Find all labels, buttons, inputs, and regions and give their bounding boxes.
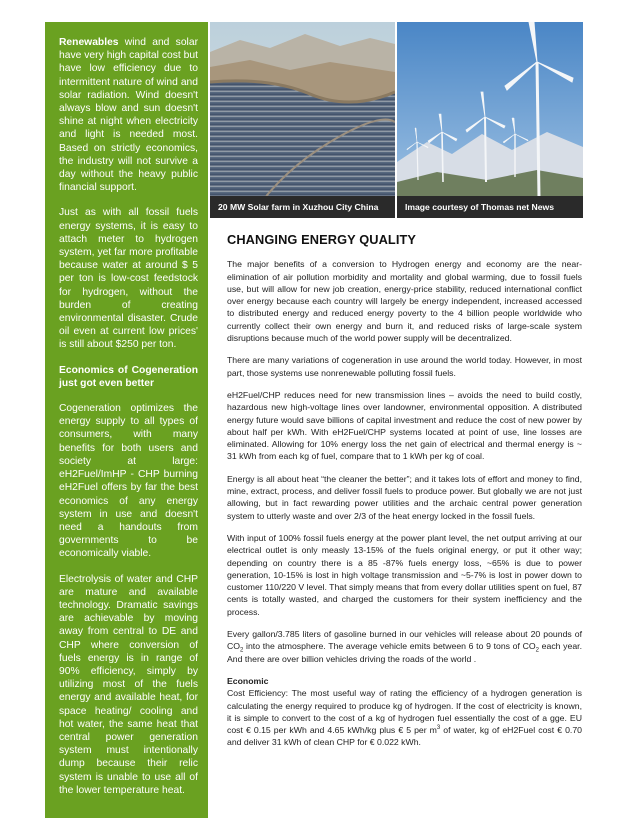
superscript-3: 3: [436, 725, 441, 732]
article-paragraph-losses: With input of 100% fossil fuels energy at the power plant level, the net output arriving at our electrical outlet is only measly 13-15% of the fuels original energy, or put it other way; depending on country there is a 85 -87% fuels energy loss, ~65% is due to power generation, 10-15% is lost in high voltage transmission and ~5-7% is lost in power down to customer 110/220 V level. That simply means that from every dollar utilities spent on fuel, 87 cents is totally wasted, and charged the customers for their system inefficiency and the process.: [227, 532, 582, 617]
article-paragraph-gasoline: [227, 628, 582, 665]
article-paragraph-transmission: eH2Fuel/CHP reduces need for new transmission lines – avoids the need to build costly, hazardous new high-voltage lines over landowner, environmental opposition. A distributed energy future would save billions of capital investment and reduce the cost of new power by about half per kWh. With eH2Fuel/CHP systems located at point of use, line losses are eliminated. Allowing for 10% energy loss the net gain of electrical and thermal energy is ~ 31 kWh from each kg of fuel, compare that to 1 kWh per kg of coal.: [227, 389, 582, 462]
photo-caption-solar: 20 MW Solar farm in Xuzhou City China: [210, 196, 395, 218]
economic-heading: Economic: [227, 675, 269, 686]
sidebar-heading-cogeneration: Economics of Cogeneration just got even better: [59, 364, 198, 389]
article-paragraph-benefits: The major benefits of a conversion to Hydrogen energy and economy are the near-elimination of air pollution morbidity and mortality and global warming, due to fossil fuels use, but will allow for new job creation, energy-price stability, reduced international conflict over energy because each country will largely be energy independent, increased accessed to distributed energy and reduced energy poverty to the 4 billion people worldwide who currently collect their own energy and burn it, and reduced risks of large-scale system disruptions because much of the world power supply will be decentralized.: [227, 259, 582, 344]
sidebar-paragraph-renewables: [59, 36, 198, 194]
subscript-2b: 2: [535, 648, 539, 655]
sidebar-paragraph-meter: Just as with all fossil fuels energy systems, it is easy to attach meter to hydrogen system, yet far more profitable because water at around $ 5 per ton is low-cost feedstock for hydrogen, without the burden of creating environmental disaster. Crude oil even at current low prices' is still about $250 per ton.: [59, 207, 198, 351]
article-title: CHANGING ENERGY QUALITY: [227, 232, 417, 247]
sidebar-paragraph-cogeneration: Cogeneration optimizes the energy supply to all types of consumers, with many benefits for both users and society at large: eH2Fuel/ImHP - CHP burning eH2Fuel offers by far the best economics of any energy system in use and doesn't need a handouts from governments to be economically viable.: [59, 403, 198, 560]
article-paragraph-variations: There are many variations of cogeneration in use around the world today. However, in most part, those systems use nonrenewable polluting fossil fuels.: [227, 355, 582, 378]
sidebar-lead-renewables: Renewables: [59, 37, 119, 48]
cost-text-2: of water, kg of eH2Fuel cost € 0.70 and deliver 31 kWh of clean CHP for € 0.022 kWh.: [227, 725, 582, 748]
gasoline-text-3: each year. And there are over billion vehicles driving the roads of the world .: [227, 641, 583, 664]
main-article: [227, 234, 582, 759]
cost-text-1: Cost Efficiency: The most useful way of rating the efficiency of a hydrogen generation is calculating the energy required to produce kg of hydrogen. If the cost of electricity is known, it is simple to convert to the cost of a kg of hydrogen fuel essentially the cost of a gge. EU cost € 0.15 per kWh and 4.65 kWh/kg plus € 5 per m: [227, 688, 582, 736]
article-paragraph-heat: Energy is all about heat “the cleaner the better”; and it takes lots of effort and money to find, mine, extract, process, and deliver fossil fuels to produce power. But globally we are not just allowing, but in fact rewarding power utilities and the archaic central power generation system to utterly waste and over 2/3 of the heat energy locked in the fossil fuels.: [227, 473, 582, 521]
subscript-2: 2: [240, 648, 244, 655]
solar-farm-photo: [210, 22, 395, 218]
wind-turbine-photo: [397, 22, 583, 218]
sidebar-paragraph-electrolysis: Electrolysis of water and CHP are mature and available technology. Dramatic savings are achievable by moving away from central to DE and CHP where conversion of fuels energy is in range of 90% efficiency, simply by utilizing most of the fuels energy and available heat, for space heating/ cooling and hot water, the same heat that central power generation system must intentionally dump because their relic system is unable to use all of the lower temperature heat.: [59, 573, 198, 796]
photo-strip: [210, 22, 583, 218]
sidebar-panel: [45, 22, 208, 818]
gasoline-text-1: Every gallon/3.785 liters of gasoline burned in our vehicles will release about 20 pounds of CO: [227, 629, 582, 652]
article-paragraph-cost: [227, 687, 582, 748]
photo-caption-wind: Image courtesy of Thomas net News: [397, 196, 583, 218]
gasoline-text-2: into the atmosphere. The average vehicle emits between 6 to 9 tons of CO: [243, 641, 536, 652]
sidebar-text-renewables: wind and solar have very high capital cost but have low efficiency due to intermittent nature of wind and solar radiation. Wind doesn't always blow and sun doesn't shine at night when electricity and light is needed most. Based on strictly economics, the industry will not survive a day without the heavy public financial support.: [59, 37, 198, 194]
